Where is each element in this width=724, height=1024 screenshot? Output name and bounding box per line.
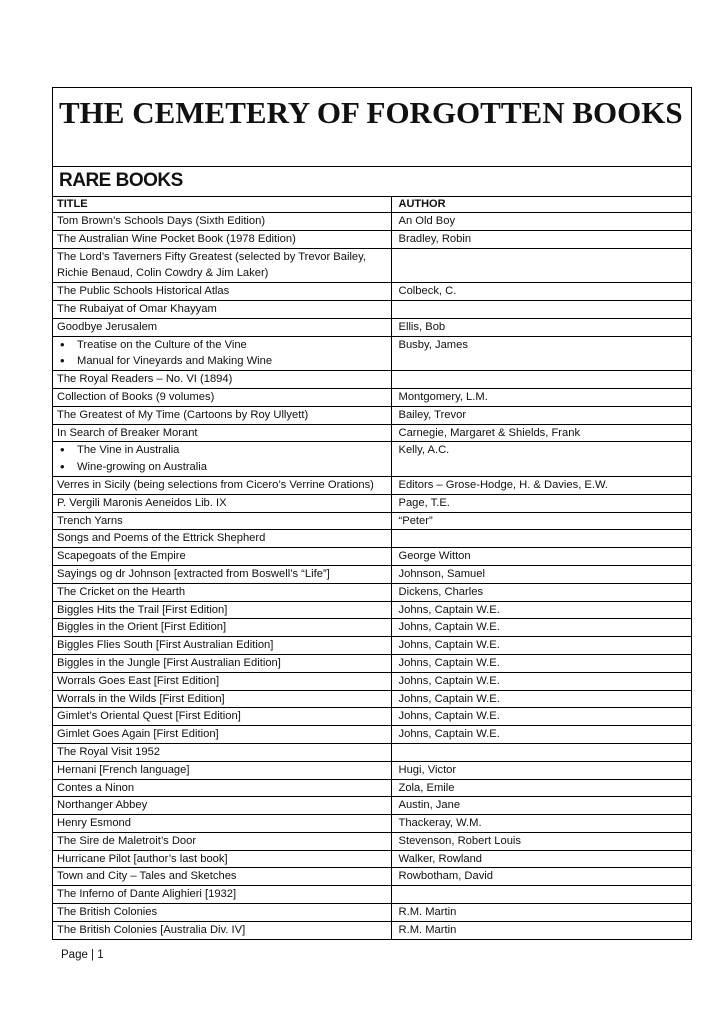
table-row (53, 548, 691, 566)
title-cell: Biggles in the Jungle [First Australian Edition] (53, 654, 391, 672)
author-cell: Bradley, Robin (391, 230, 691, 248)
page-number: Page | 1 (61, 949, 104, 961)
table-row (53, 371, 691, 389)
title-bullet-list (57, 337, 387, 371)
table-row (53, 708, 691, 726)
table-row (53, 886, 691, 904)
table-row (53, 761, 691, 779)
table-row (53, 868, 691, 886)
author-cell: Johnson, Samuel (391, 565, 691, 583)
author-cell: An Old Boy (391, 213, 691, 231)
author-cell: Johns, Captain W.E. (391, 601, 691, 619)
table-row (53, 672, 691, 690)
title-cell: Verres in Sicily (being selections from Cicero’s Verrine Orations) (53, 476, 391, 494)
title-cell: Northanger Abbey (53, 797, 391, 815)
table-row (53, 797, 691, 815)
title-cell: Biggles in the Orient [First Edition] (53, 619, 391, 637)
table-row (53, 442, 691, 477)
author-cell: Ellis, Bob (391, 318, 691, 336)
table-row (53, 248, 691, 283)
table-row (53, 213, 691, 231)
author-cell: Stevenson, Robert Louis (391, 832, 691, 850)
title-cell: The Royal Visit 1952 (53, 743, 391, 761)
title-cell: Contes a Ninon (53, 779, 391, 797)
title-cell: Songs and Poems of the Ettrick Shepherd (53, 530, 391, 548)
title-cell: The Cricket on the Hearth (53, 583, 391, 601)
author-cell: Johns, Captain W.E. (391, 708, 691, 726)
title-cell: Biggles Flies South [First Australian Edition] (53, 637, 391, 655)
title-cell (53, 442, 391, 477)
title-cell: The Australian Wine Pocket Book (1978 Edition) (53, 230, 391, 248)
author-cell: Dickens, Charles (391, 583, 691, 601)
title-bullet-list (57, 442, 387, 476)
title-cell: The British Colonies [Australia Div. IV] (53, 921, 391, 939)
table-row (53, 565, 691, 583)
table-row (53, 336, 691, 371)
table-row (53, 654, 691, 672)
author-cell: Carnegie, Margaret & Shields, Frank (391, 424, 691, 442)
table-row (53, 619, 691, 637)
author-cell: Busby, James (391, 336, 691, 371)
table-row (53, 583, 691, 601)
title-cell: The Inferno of Dante Alighieri [1932] (53, 886, 391, 904)
author-cell: Johns, Captain W.E. (391, 672, 691, 690)
author-cell: Johns, Captain W.E. (391, 637, 691, 655)
table-row (53, 832, 691, 850)
title-bullet-item: • Treatise on the Culture of the Vine (77, 337, 387, 354)
table-row (53, 283, 691, 301)
title-cell: The Royal Readers – No. VI (1894) (53, 371, 391, 389)
author-cell: Rowbotham, David (391, 868, 691, 886)
title-cell: The Rubaiyat of Omar Khayyam (53, 300, 391, 318)
books-table (53, 197, 691, 940)
title-cell: In Search of Breaker Morant (53, 424, 391, 442)
author-cell: Kelly, A.C. (391, 442, 691, 477)
table-row (53, 494, 691, 512)
title-cell (53, 88, 691, 167)
author-cell (391, 371, 691, 389)
title-cell: Tom Brown’s Schools Days (Sixth Edition) (53, 213, 391, 231)
title-cell: Worrals in the Wilds [First Edition] (53, 690, 391, 708)
page-title: THE CEMETERY OF FORGOTTEN BOOKS (59, 95, 683, 130)
table-row (53, 424, 691, 442)
author-cell: “Peter” (391, 512, 691, 530)
author-cell: Colbeck, C. (391, 283, 691, 301)
title-cell: The Sire de Maletroit’s Door (53, 832, 391, 850)
table-row (53, 406, 691, 424)
author-cell (391, 743, 691, 761)
title-cell: Gimlet Goes Again [First Edition] (53, 726, 391, 744)
author-cell (391, 300, 691, 318)
title-cell: The British Colonies (53, 904, 391, 922)
table-body (53, 213, 691, 940)
table-row (53, 743, 691, 761)
table-row (53, 690, 691, 708)
author-cell: R.M. Martin (391, 904, 691, 922)
table-row (53, 300, 691, 318)
title-cell: Sayings og dr Johnson [extracted from Boswell’s “Life”] (53, 565, 391, 583)
table-row (53, 726, 691, 744)
title-cell: Trench Yarns (53, 512, 391, 530)
author-cell (391, 886, 691, 904)
title-cell: The Lord’s Taverners Fifty Greatest (selected by Trevor Bailey, Richie Benaud, Colin Cowdry & Jim Laker) (53, 248, 391, 283)
title-bullet-item: • Manual for Vineyards and Making Wine (77, 353, 387, 370)
section-title: RARE BOOKS (59, 170, 183, 191)
author-cell: Johns, Captain W.E. (391, 654, 691, 672)
title-cell: The Public Schools Historical Atlas (53, 283, 391, 301)
author-cell (391, 248, 691, 283)
table-row (53, 850, 691, 868)
title-cell: Scapegoats of the Empire (53, 548, 391, 566)
table-row (53, 779, 691, 797)
author-cell: Johns, Captain W.E. (391, 726, 691, 744)
table-header-row (53, 197, 691, 213)
title-cell (53, 336, 391, 371)
title-cell: Worrals Goes East [First Edition] (53, 672, 391, 690)
title-cell: Gimlet’s Oriental Quest [First Edition] (53, 708, 391, 726)
title-bullet-item: • Wine-growing on Australia (77, 459, 387, 476)
title-cell: Goodbye Jerusalem (53, 318, 391, 336)
document-frame (52, 87, 692, 940)
table-row (53, 318, 691, 336)
title-cell: Collection of Books (9 volumes) (53, 388, 391, 406)
title-bullet-item: • The Vine in Australia (77, 442, 387, 459)
table-row (53, 921, 691, 939)
title-cell: Biggles Hits the Trail [First Edition] (53, 601, 391, 619)
author-cell: Zola, Emile (391, 779, 691, 797)
subtitle-cell (53, 167, 691, 197)
title-cell: Henry Esmond (53, 815, 391, 833)
header-title: TITLE (53, 197, 391, 213)
table-row (53, 476, 691, 494)
author-cell: Editors – Grose-Hodge, H. & Davies, E.W. (391, 476, 691, 494)
table-row (53, 815, 691, 833)
author-cell: Bailey, Trevor (391, 406, 691, 424)
author-cell: Thackeray, W.M. (391, 815, 691, 833)
title-cell: Town and City – Tales and Sketches (53, 868, 391, 886)
author-cell (391, 530, 691, 548)
author-cell: George Witton (391, 548, 691, 566)
title-cell: Hurricane Pilot [author’s last book] (53, 850, 391, 868)
author-cell: Austin, Jane (391, 797, 691, 815)
author-cell: Johns, Captain W.E. (391, 619, 691, 637)
author-cell: Johns, Captain W.E. (391, 690, 691, 708)
title-cell: Hernani [French language] (53, 761, 391, 779)
table-row (53, 601, 691, 619)
table-row (53, 388, 691, 406)
table-row (53, 904, 691, 922)
table-row (53, 530, 691, 548)
title-cell: P. Vergili Maronis Aeneidos Lib. IX (53, 494, 391, 512)
title-cell: The Greatest of My Time (Cartoons by Roy Ullyett) (53, 406, 391, 424)
author-cell: Page, T.E. (391, 494, 691, 512)
author-cell: Montgomery, L.M. (391, 388, 691, 406)
header-author: AUTHOR (391, 197, 691, 213)
table-row (53, 230, 691, 248)
author-cell: Hugi, Victor (391, 761, 691, 779)
table-row (53, 637, 691, 655)
author-cell: R.M. Martin (391, 921, 691, 939)
author-cell: Walker, Rowland (391, 850, 691, 868)
table-row (53, 512, 691, 530)
